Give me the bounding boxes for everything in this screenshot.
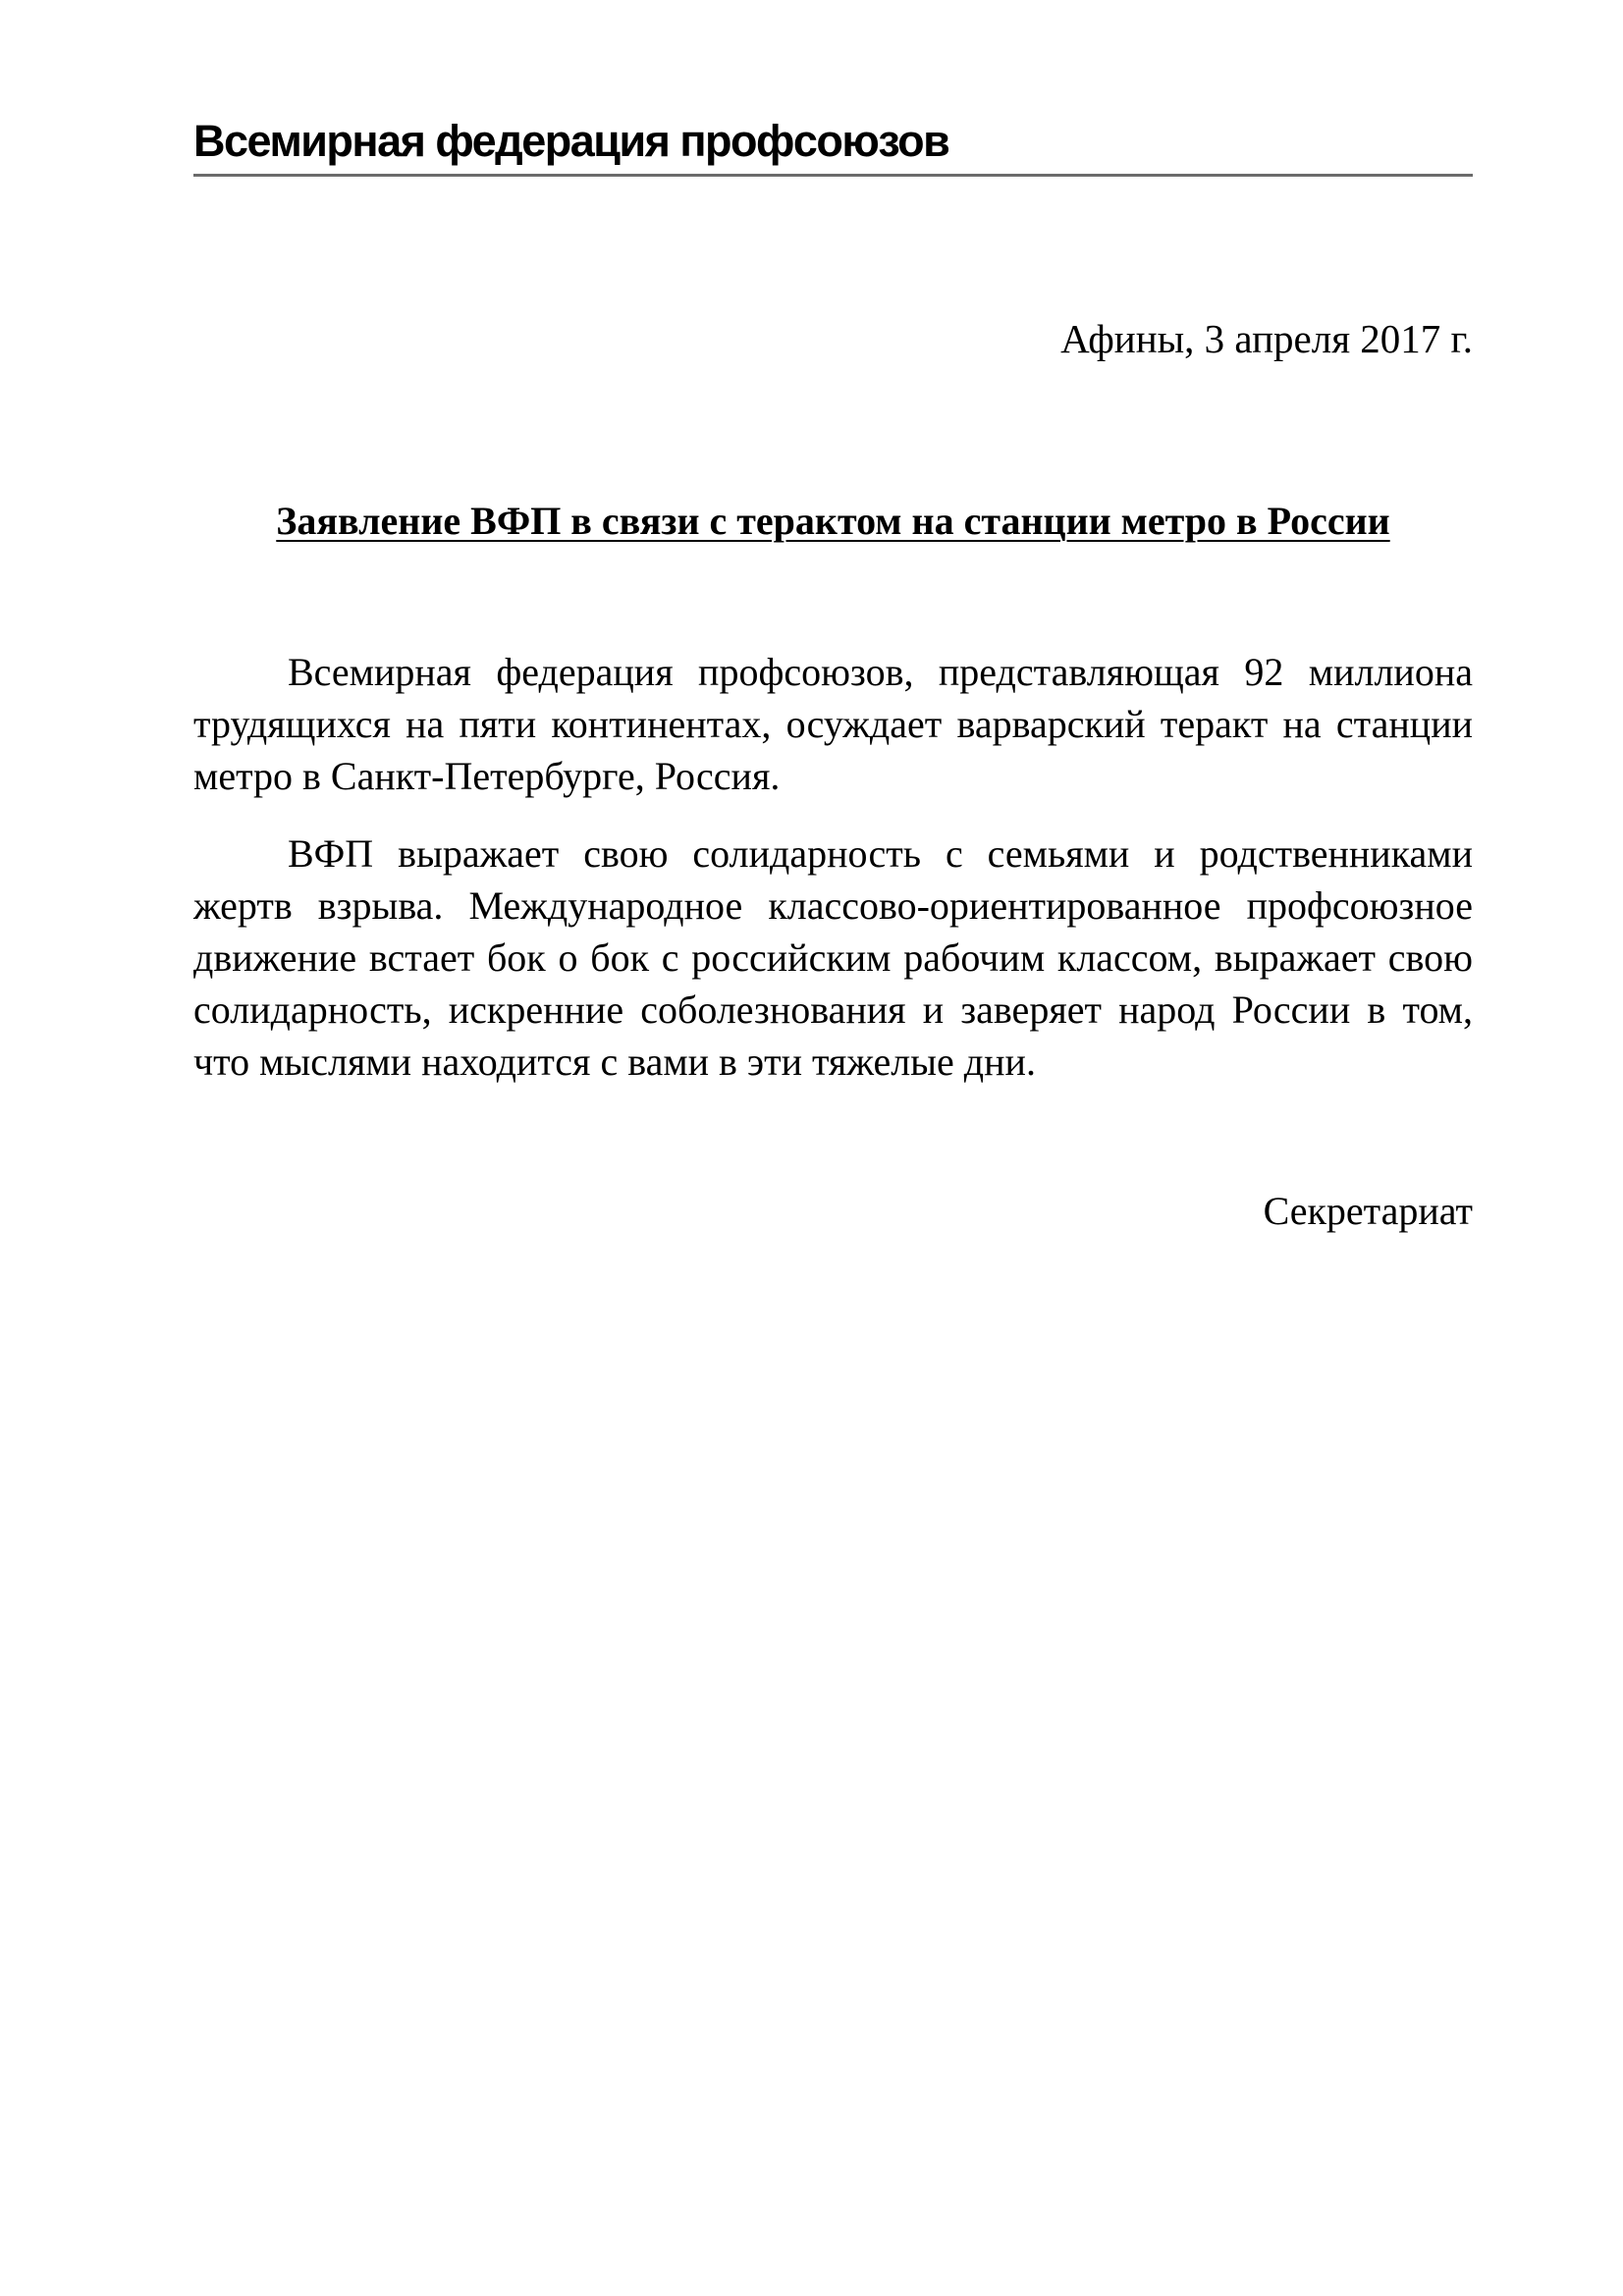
header-rule: [193, 174, 1473, 177]
body-paragraph-2: ВФП выражает свою солидарность с семьями и родственниками жертв взрыва. Международное классово-ориентированное профсоюзное движение встает бок о бок с российским рабочим классом, выражает свою солидарность, искренние соболезнования и заверяет народ России в том, что мыслями находится с вами в эти тяжелые дни.: [193, 831, 1473, 1084]
letterhead: [193, 0, 1473, 177]
body-paragraph-1: Всемирная федерация профсоюзов, представляющая 92 миллиона трудящихся на пяти континентах, осуждает варварский теракт на станции метро в Санкт-Петербурге, Россия.: [193, 650, 1473, 798]
date-line: Афины, 3 апреля 2017 г.: [1060, 316, 1473, 361]
statement-title: Заявление ВФП в связи с терактом на станции метро в России: [276, 499, 1390, 543]
org-name: Всемирная федерация профсоюзов: [193, 116, 949, 166]
signature: Секретариат: [1263, 1189, 1473, 1233]
